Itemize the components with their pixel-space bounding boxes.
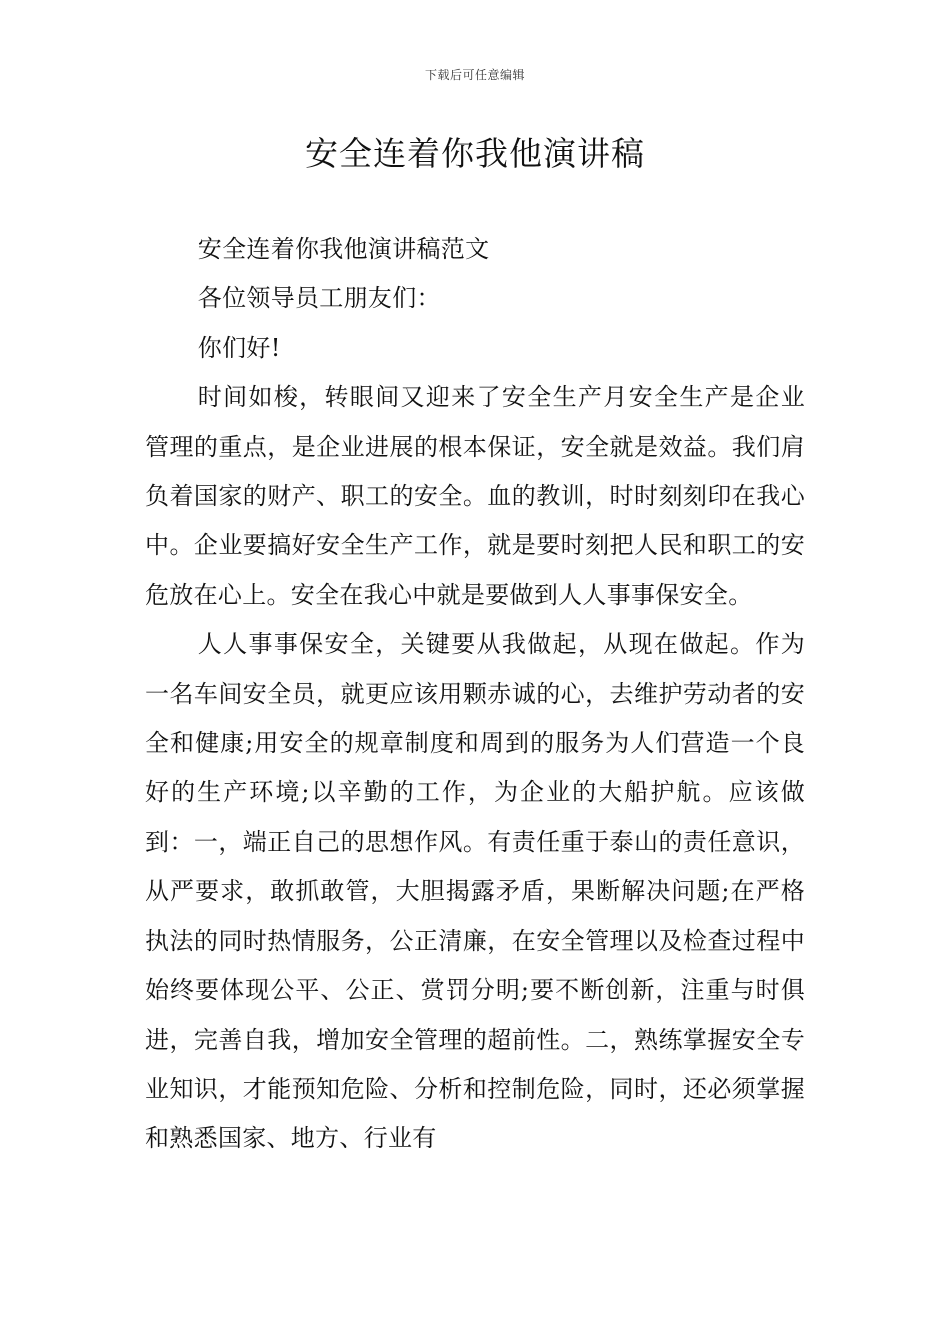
document-body (145, 225, 805, 1164)
paragraph-subtitle: 安全连着你我他演讲稿范文 (197, 235, 490, 263)
paragraph-body-1: 时间如梭，转眼间又迎来了安全生产月安全生产是企业管理的重点，是企业进展的根本保证，安全就是效益。我们肩负着国家的财产、职工的安全。血的教训，时时刻刻印在我心中。企业要搞好安全生产工作，就是要时刻把人民和职工的安危放在心上。安全在我心中就是要做到人人事事保安全。 (145, 383, 805, 609)
document-title: 安全连着你我他演讲稿 (305, 134, 645, 173)
paragraph-salutation: 各位领导员工朋友们： (197, 284, 441, 313)
header-note: 下载后可任意编辑 (424, 68, 525, 82)
paragraph-greeting: 你们好! (197, 333, 281, 362)
paragraph-body-2: 人人事事保安全，关键要从我做起，从现在做起。作为一名车间安全员，就更应该用颗赤诚的心，去维护劳动者的安全和健康;用安全的规章制度和周到的服务为人们营造一个良好的生产环境;以辛勤的工作，为企业的大船护航。应该做到：一，端正自己的思想作风。有责任重于泰山的责任意识，从严要求，敢抓敢管，大胆揭露矛盾，果断解决问题;在严格执法的同时热情服务，公正清廉，在安全管理以及检查过程中始终要体现公平、公正、赏罚分明;要不断创新，注重与时俱进，完善自我，增加安全管理的超前性。二，熟练掌握安全专业知识，才能预知危险、分析和控制危险，同时，还必须掌握和熟悉国家、地方、行业有 (145, 630, 805, 1153)
